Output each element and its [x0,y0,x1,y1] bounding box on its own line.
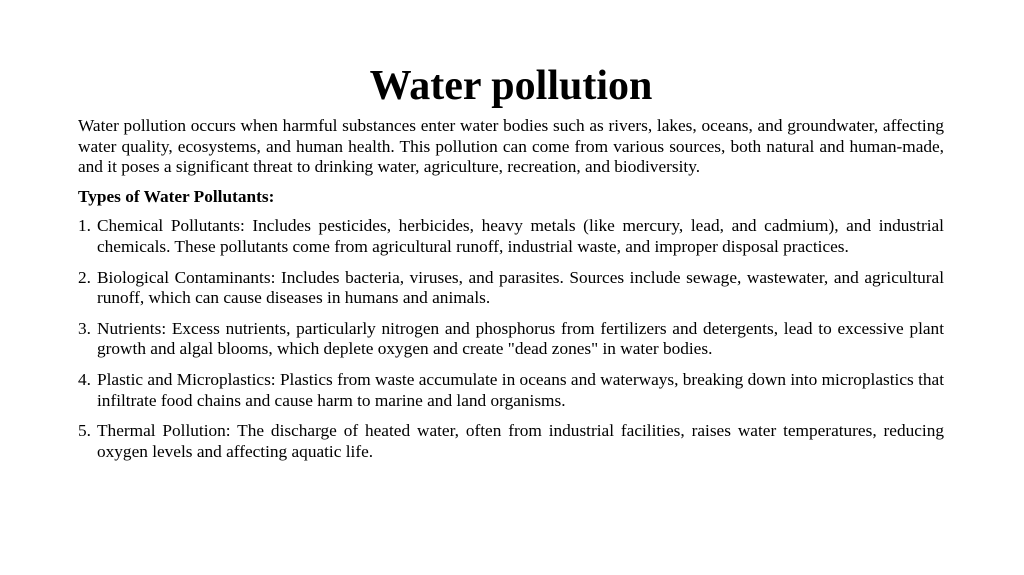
section-heading: Types of Water Pollutants: [78,186,275,206]
list-item-text: Thermal Pollution: The discharge of heated water, often from industrial facilities, raises water temperatures, reducing oxygen levels and affecting aquatic life. [97,421,944,461]
intro-paragraph: Water pollution occurs when harmful substances enter water bodies such as rivers, lakes, oceans, and groundwater, affecting water quality, ecosystems, and human health. This pollution can come from various sources, both natural and human-made, and it poses a significant threat to drinking water, agriculture, recreation, and biodiversity. [78,116,944,177]
list-item [78,319,944,360]
list-item [78,421,944,462]
list-item [78,370,944,411]
slide-title: Water pollution [369,63,653,109]
list-item-number: 2. [78,267,91,287]
list-item [78,216,944,257]
list-item-text: Chemical Pollutants: Includes pesticides, herbicides, heavy metals (like mercury, lead, and cadmium), and industrial chemicals. These pollutants come from agricultural runoff, industrial waste, and improper disposal practices. [97,216,944,256]
list-item-number: 1. [78,216,91,236]
list-item-number: 4. [78,369,91,389]
list-item-text: Plastic and Microplastics: Plastics from waste accumulate in oceans and waterways, breaking down into microplastics that infiltrate food chains and cause harm to marine and land organisms. [97,369,944,410]
pollutant-list [78,216,944,462]
list-item-number: 5. [78,421,91,441]
list-item-number: 3. [78,318,91,338]
list-item-text: Biological Contaminants: Includes bacteria, viruses, and parasites. Sources include sewage, wastewater, and agricultural runoff, which can cause diseases in humans and animals. [97,267,944,308]
list-item-text: Nutrients: Excess nutrients, particularly nitrogen and phosphorus from fertilizers and detergents, lead to excessive plant growth and algal blooms, which deplete oxygen and create "dead zones" in water bodies. [97,318,944,359]
list-item [78,268,944,309]
